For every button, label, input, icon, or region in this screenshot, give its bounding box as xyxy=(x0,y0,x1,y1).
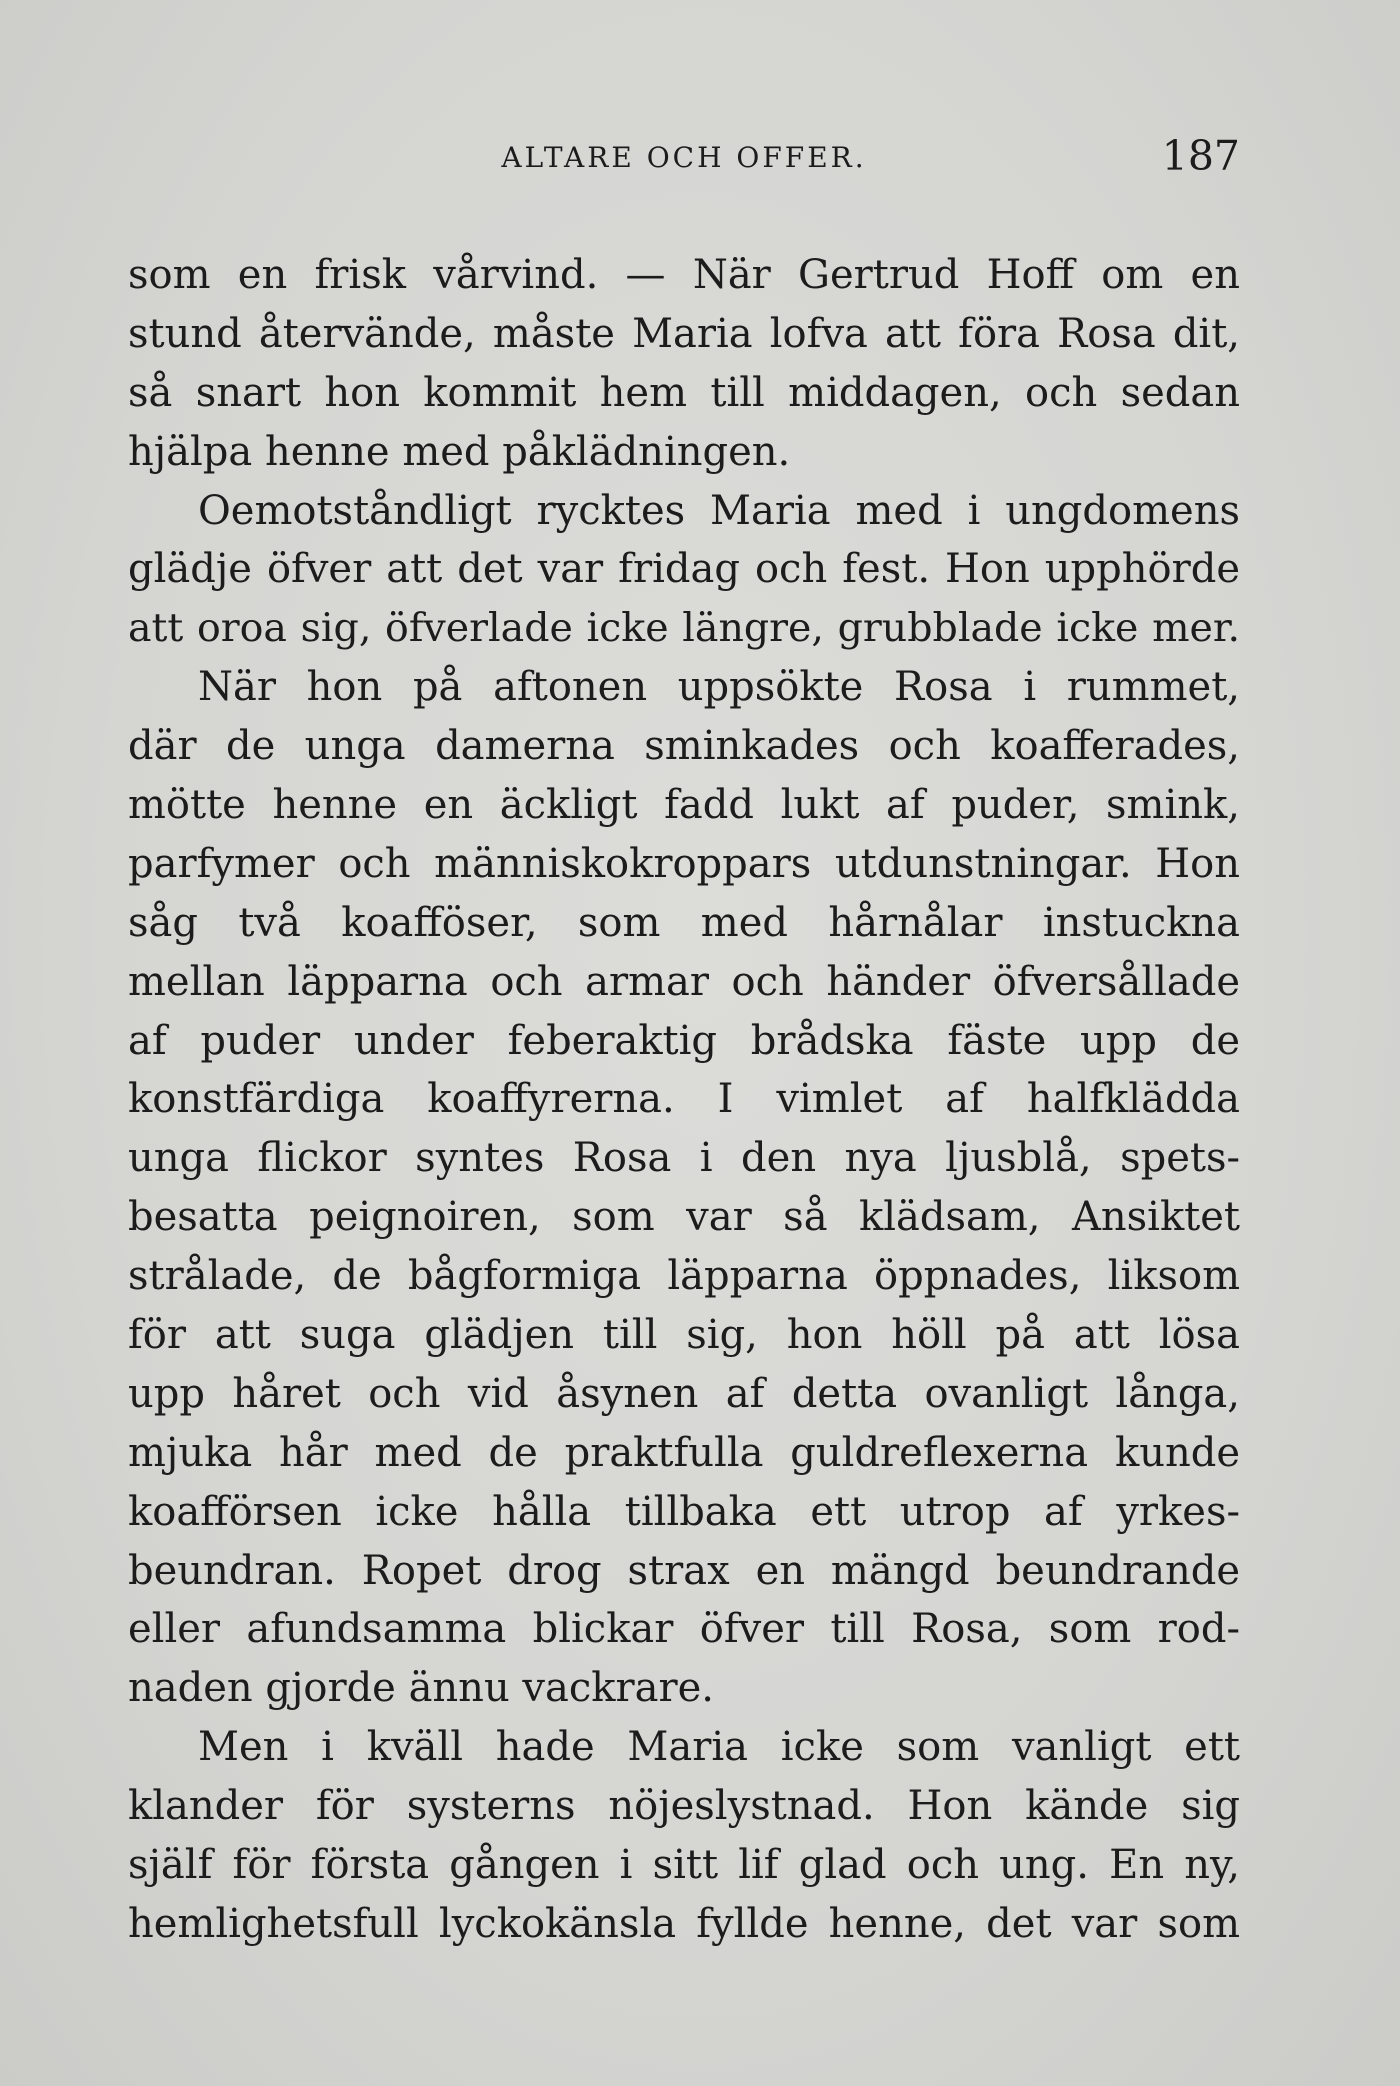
text-line: naden gjorde ännu vackrare. xyxy=(128,1665,714,1712)
text-line: besatta peignoiren, som var så klädsam, Ansiktet xyxy=(128,1194,1240,1241)
text-line: där de unga damerna sminkades och koafferades, xyxy=(128,723,1240,770)
page-number: 187 xyxy=(1161,132,1240,180)
text-line: att oroa sig, öfverlade icke längre, grubblade icke mer. xyxy=(128,605,1240,652)
paragraph-start-line: Oemotståndligt rycktes Maria med i ungdomens xyxy=(198,487,1240,534)
text-line: stund återvände, måste Maria lofva att föra Rosa dit, xyxy=(128,310,1240,357)
text-line: eller afundsamma blickar öfver till Rosa, som rod- xyxy=(128,1606,1240,1653)
text-line: hemlighetsfull lyckokänsla fyllde henne, det var som xyxy=(128,1900,1240,1947)
text-line: såg två koafföser, som med hårnålar instuckna xyxy=(128,899,1240,946)
text-line: parfymer och människokroppars utdunstningar. Hon xyxy=(128,840,1240,887)
paragraph-start-line: Men i kväll hade Maria icke som vanligt ett xyxy=(198,1724,1240,1771)
text-line: beundran. Ropet drog strax en mängd beundrande xyxy=(128,1547,1240,1594)
text-line: klander för systerns nöjeslystnad. Hon kände sig xyxy=(128,1783,1240,1830)
text-line: mötte henne en äckligt fadd lukt af puder, smink, xyxy=(128,782,1240,829)
text-line: upp håret och vid åsynen af detta ovanligt långa, xyxy=(128,1370,1240,1417)
text-line: konstfärdiga koaffyrerna. I vimlet af halfklädda xyxy=(128,1076,1240,1123)
running-title: ALTARE OCH OFFER. xyxy=(501,141,867,174)
text-line: som en frisk vårvind. — När Gertrud Hoff om en xyxy=(128,252,1240,298)
paragraph-start-line: När hon på aftonen uppsökte Rosa i rummet, xyxy=(198,664,1240,711)
text-line: mellan läpparna och armar och händer öfversållade xyxy=(128,958,1240,1005)
body-text xyxy=(128,246,1240,1954)
text-line: själf för första gången i sitt lif glad och ung. En ny, xyxy=(128,1842,1240,1889)
text-line: strålade, de bågformiga läpparna öppnades, liksom xyxy=(128,1253,1240,1300)
text-line: hjälpa henne med påklädningen. xyxy=(128,428,791,475)
text-line: glädje öfver att det var fridag och fest. Hon upphörde xyxy=(128,546,1240,593)
text-line: koafförsen icke hålla tillbaka ett utrop af yrkes- xyxy=(128,1488,1240,1535)
text-line: mjuka hår med de praktfulla guldreflexerna kunde xyxy=(128,1429,1240,1476)
text-line: så snart hon kommit hem till middagen, och sedan xyxy=(128,369,1240,416)
running-head xyxy=(128,132,1240,186)
text-line: unga flickor syntes Rosa i den nya ljusblå, spets- xyxy=(128,1135,1240,1182)
text-line: för att suga glädjen till sig, hon höll på att lösa xyxy=(128,1312,1240,1359)
text-line: af puder under feberaktig brådska fäste upp de xyxy=(128,1017,1240,1064)
